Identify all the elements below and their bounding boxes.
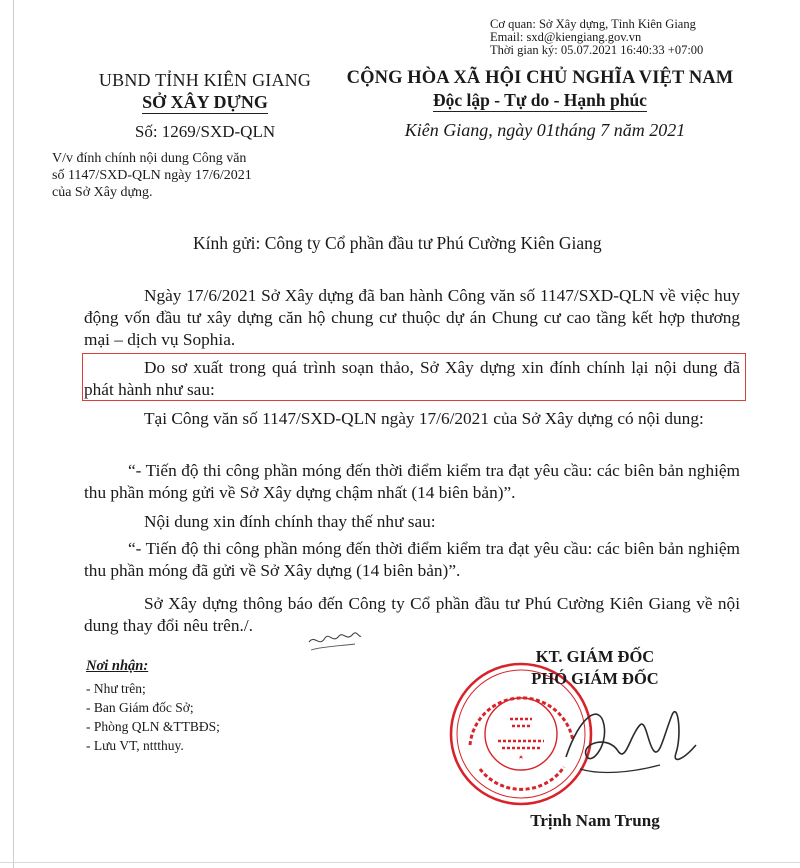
paragraph-3-text: Tại Công văn số 1147/SXD-QLN ngày 17/6/2021 của Sở Xây dựng có nội dung: [144,409,704,428]
paragraph-4-quote [84,460,740,504]
paragraph-4-text: “- Tiến độ thi công phần móng đến thời điểm kiểm tra đạt yêu cầu: các biên bản nghiệm thu phần móng gửi về Sở Xây dựng chậm nhất (14 biên bản)”. [84,461,740,502]
recipients-title: Nơi nhận: [86,658,149,674]
subject-block [52,150,352,201]
paragraph-1-text: Ngày 17/6/2021 Sở Xây dựng đã ban hành Công văn số 1147/SXD-QLN về việc huy động vốn đầu tư xây dựng căn hộ chung cư thuộc dự án Chung cư cao tầng kết hợp thương mại – dịch vụ Sophia. [84,286,740,349]
paragraph-2 [84,357,740,401]
recipients-item: - Như trên; [86,681,146,696]
handwritten-initials [305,620,365,656]
signature-email: Email: sxd@kiengiang.gov.vn [490,30,642,44]
stamp-center-ring [485,698,557,770]
national-header-block [335,68,745,141]
recipient-line: Kính gửi: Công ty Cổ phần đầu tư Phú Cường Kiên Giang [193,233,602,253]
paragraph-6-quote [84,538,740,582]
document-number: Số: 1269/SXD-QLN [134,122,276,141]
paragraph-3 [84,408,740,430]
signature-agency: Cơ quan: Sở Xây dựng, Tỉnh Kiên Giang [490,17,696,31]
motto-wrap [335,90,745,111]
handwritten-signature [560,695,700,785]
paragraph-5 [84,511,740,533]
paragraph-7 [84,593,740,637]
subject-line: số 1147/SXD-QLN ngày 17/6/2021 [52,168,252,183]
stamp-center-lettering-1 [510,719,532,726]
signer-name: Trịnh Nam Trung [530,811,660,830]
recipients-item: - Ban Giám đốc Sở; [86,700,194,715]
authority-name: UBND TỈNH KIÊN GIANG [98,70,312,90]
department-name-wrap [80,92,330,113]
paragraph-1 [84,285,740,351]
digital-signature-info [490,18,703,57]
subject-line: của Sở Xây dựng. [52,185,153,200]
motto: Độc lập - Tự do - Hạnh phúc [433,90,647,110]
scan-edge-bottom [0,862,800,863]
recipients-item: - Phòng QLN &TTBĐS; [86,719,220,734]
signature-title-block [495,646,695,690]
department-name: SỞ XÂY DỰNG [142,92,268,112]
scan-edge-left [13,0,14,868]
stamp-center-lettering-2 [498,741,544,748]
paragraph-7-text: Sở Xây dựng thông báo đến Công ty Cổ phần đầu tư Phú Cường Kiên Giang về nội dung thay đổi nêu trên./. [84,594,740,635]
paragraph-2-text: Do sơ xuất trong quá trình soạn thảo, Sở Xây dựng xin đính chính lại nội dung đã phát hành như sau: [84,358,740,399]
recipients-list [86,657,220,755]
stamp-star [519,755,523,759]
signature-title-1: KT. GIÁM ĐỐC [535,647,655,666]
signature-time: Thời gian ký: 05.07.2021 16:40:33 +07:00 [490,43,704,57]
recipients-item: - Lưu VT, nttthuy. [86,738,184,753]
place-date: Kiên Giang, ngày 01tháng 7 năm 2021 [404,120,686,140]
paragraph-5-text: Nội dung xin đính chính thay thế như sau: [144,512,436,531]
issuing-authority-block [80,70,330,142]
subject-line: V/v đính chính nội dung Công văn [52,151,247,166]
nation-title: CỘNG HÒA XÃ HỘI CHỦ NGHĨA VIỆT NAM [346,68,734,88]
paragraph-6-text: “- Tiến độ thi công phần móng đến thời điểm kiểm tra đạt yêu cầu: các biên bản nghiệm thu phần móng đã gửi về Sở Xây dựng (14 biên bản)”. [84,539,740,580]
signature-title-2: PHÓ GIÁM ĐỐC [531,669,659,688]
